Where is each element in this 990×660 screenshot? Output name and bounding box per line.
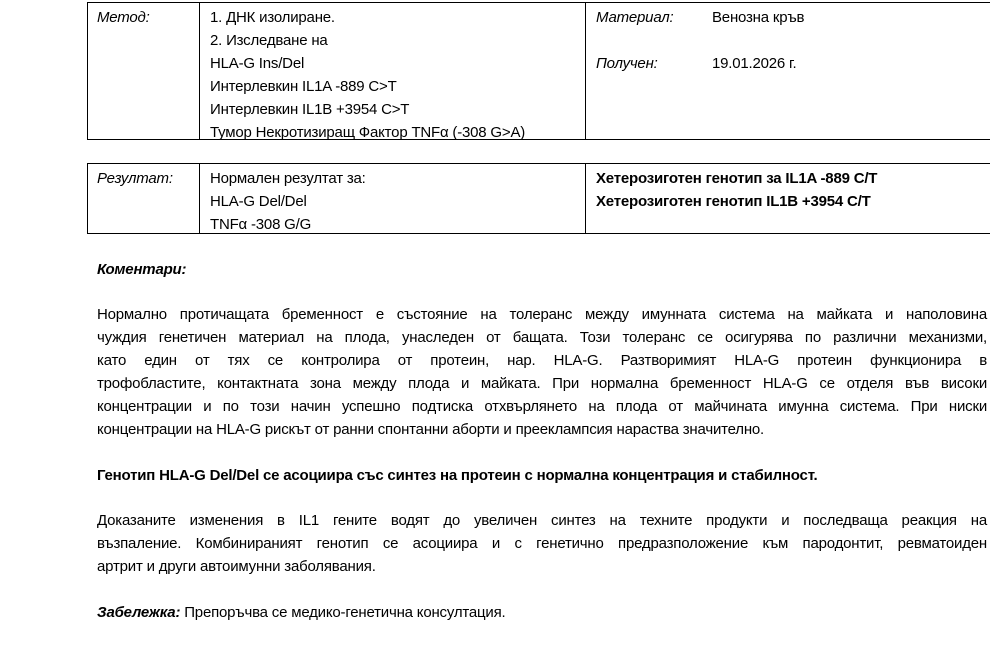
paragraph-line: чуждия генетичен материал на плода, унаследен от бащата. Този толеранс се осигурява по различни механизми, bbox=[97, 329, 987, 346]
result-bold-line: Хетерозиготен генотип за IL1A -889 C/T bbox=[596, 170, 878, 187]
paragraph-line: Нормално протичащата бременност е състояние на толеранс между имунната система на майката и наполовина bbox=[97, 306, 987, 323]
material-value: Венозна кръв bbox=[712, 9, 805, 26]
comments-paragraph-1 bbox=[97, 303, 987, 441]
method-line: Интерлевкин IL1A -889 C>T bbox=[210, 78, 397, 95]
method-steps-cell bbox=[200, 3, 586, 139]
paragraph-line: възпаление. Комбинираният генотип се асоциира и с генетично предразположение към пародонтит, ревматоиден bbox=[97, 535, 987, 552]
comments-paragraph-2 bbox=[97, 464, 987, 487]
paragraph-line: концентрации на HLA-G рискът от ранни спонтанни аборти и прееклампсия нараства значително. bbox=[97, 421, 765, 438]
result-line: HLA-G Del/Del bbox=[210, 193, 307, 210]
method-table bbox=[87, 2, 990, 140]
paragraph-line: Доказаните изменения в IL1 гените водят до увеличен синтез на техните продукти и последваща реакция на bbox=[97, 512, 987, 529]
comments-heading bbox=[97, 258, 987, 281]
result-label-cell bbox=[88, 164, 200, 233]
paragraph-line: трофобластите, контактната зона между плода и майката. При нормална бременност HLA-G се отделя във високи bbox=[97, 375, 987, 392]
note bbox=[97, 601, 987, 624]
material-label: Материал: bbox=[596, 9, 674, 26]
paragraph-line: като един от тях се контролира от протеин, нар. HLA-G. Разтворимият HLA-G протеин функционира в bbox=[97, 352, 987, 369]
paragraph-line: концентрации и по този начин успешно подтиска отхвърлянето на плода от майчината имунна система. При ниски bbox=[97, 398, 987, 415]
comments-paragraph-3 bbox=[97, 509, 987, 578]
result-line: Нормален резултат за: bbox=[210, 170, 366, 187]
sample-info-cell bbox=[586, 3, 990, 139]
method-line: 2. Изследване на bbox=[210, 32, 328, 49]
result-abnormal-cell bbox=[586, 164, 990, 233]
received-value: 19.01.2026 г. bbox=[712, 55, 797, 72]
result-line: TNFα -308 G/G bbox=[210, 216, 312, 233]
material-row bbox=[596, 6, 990, 29]
method-line: Интерлевкин IL1B +3954 C>T bbox=[210, 101, 410, 118]
note-label: Забележка: bbox=[97, 604, 181, 621]
received-label: Получен: bbox=[596, 55, 658, 72]
method-label: Метод: bbox=[97, 9, 150, 26]
result-bold-line: Хетерозиготен генотип IL1B +3954 C/T bbox=[596, 193, 871, 210]
method-line: 1. ДНК изолиране. bbox=[210, 9, 335, 26]
paragraph-line: артрит и други автоимунни заболявания. bbox=[97, 558, 376, 575]
result-normal-cell bbox=[200, 164, 586, 233]
method-line: HLA-G Ins/Del bbox=[210, 55, 305, 72]
method-line: Тумор Некротизиращ Фактор TNFα (-308 G>A) bbox=[210, 124, 526, 141]
comments-heading-text: Коментари: bbox=[97, 261, 187, 278]
paragraph-line: Генотип HLA-G Del/Del се асоциира със синтез на протеин с нормална концентрация и стабилност. bbox=[97, 467, 818, 484]
method-label-cell bbox=[88, 3, 200, 139]
note-text: Препоръчва се медико-генетична консултация. bbox=[180, 604, 506, 621]
received-row bbox=[596, 52, 990, 75]
result-label: Резултат: bbox=[97, 170, 173, 187]
result-table bbox=[87, 163, 990, 234]
